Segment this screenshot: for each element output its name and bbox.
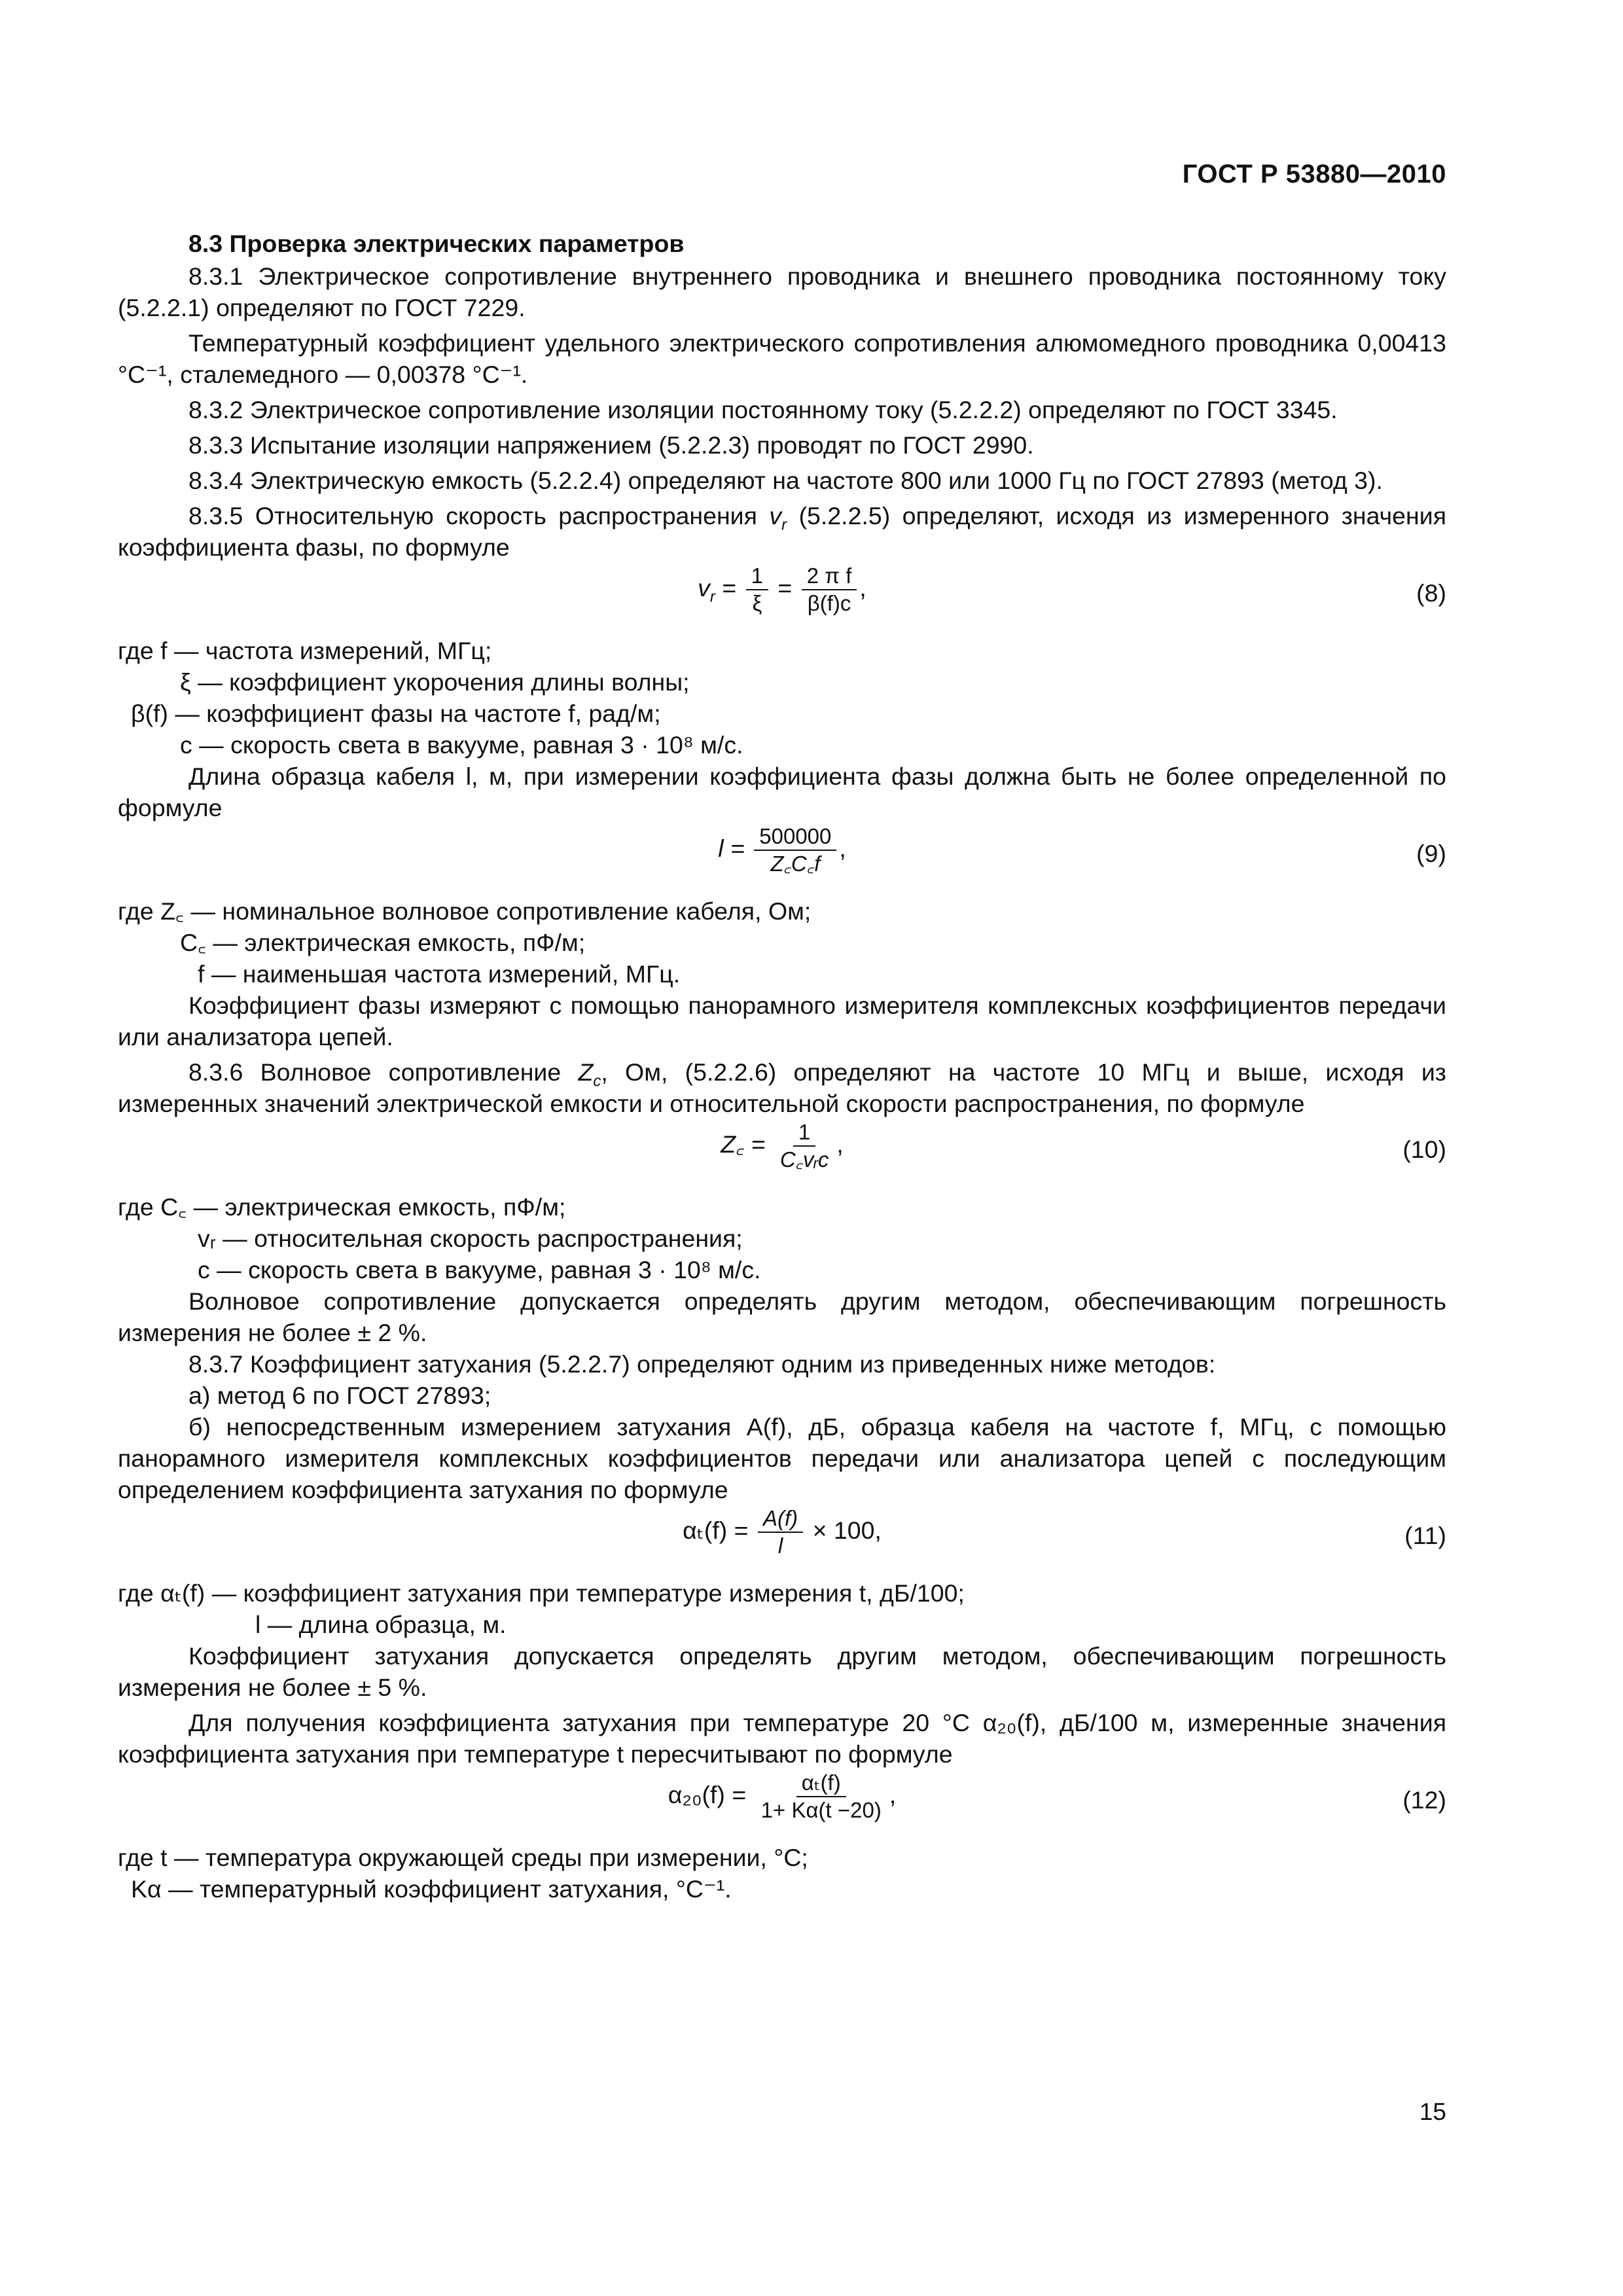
page-number: 15 xyxy=(1419,2098,1446,2125)
where-item: c — скорость света в вакууме, равная 3 · 10⁸ м/с. xyxy=(198,1256,761,1283)
eq-lhs: v xyxy=(698,573,710,601)
equation-number: (10) xyxy=(1402,1136,1446,1163)
where-item: C꜀ — электрическая емкость, пФ/м; xyxy=(180,929,586,956)
paragraph: 8.3.7 Коэффициент затухания (5.2.2.7) определяют одним из приведенных ниже методов: xyxy=(188,1350,1216,1378)
where-item: f — наименьшая частота измерений, МГц. xyxy=(198,960,681,988)
fraction xyxy=(746,563,768,617)
fraction-denominator xyxy=(765,851,825,877)
fraction-denominator: 1+ Kα(t −20) xyxy=(760,1798,882,1822)
fraction-numerator: 2 π f xyxy=(802,563,857,590)
fraction-numerator-text: A(f) xyxy=(762,1506,798,1530)
equation-8 xyxy=(118,563,1446,635)
eq-tail: , xyxy=(859,573,866,601)
fraction-numerator xyxy=(758,1505,803,1533)
paragraph: Длина образца кабеля l, м, при измерении коэффициента фазы должна быть не более определенной по формуле xyxy=(118,762,1446,821)
eq-tail: , xyxy=(889,1780,897,1808)
equation-number: (8) xyxy=(1416,579,1446,607)
where-item: ξ — коэффициент укорочения длины волны; xyxy=(180,668,690,696)
paragraph: 8.3.3 Испытание изоляции напряжением (5.2.2.3) проводят по ГОСТ 2990. xyxy=(188,431,1034,459)
where-item: β(f) — коэффициент фазы на частоте f, рад/м; xyxy=(131,700,661,727)
fraction xyxy=(775,1119,834,1173)
eq-tail: × 100, xyxy=(812,1516,882,1544)
paragraph: Для получения коэффициента затухания при температуре 20 °С α₂₀(f), дБ/100 м, измеренные значения коэффициента затухания при температуре t пересчитывают по формуле xyxy=(118,1709,1446,1768)
equation-body xyxy=(118,1119,1446,1173)
fraction-numerator: αₜ(f) xyxy=(796,1770,846,1797)
equation-10 xyxy=(118,1119,1446,1191)
equation-number: (12) xyxy=(1402,1786,1446,1814)
paragraph xyxy=(118,1056,1446,1119)
document-header: ГОСТ Р 53880—2010 xyxy=(1182,160,1446,188)
fraction-numerator: 1 xyxy=(793,1119,815,1147)
fraction xyxy=(758,1505,803,1559)
where-item: где f — частота измерений, МГц; xyxy=(118,637,492,664)
equation-number: (9) xyxy=(1416,840,1446,867)
equation-9 xyxy=(118,823,1446,895)
paragraph: Коэффициент затухания допускается определять другим методом, обеспечивающим погрешность измерения не более ± 5 %. xyxy=(118,1642,1446,1701)
equation-number: (11) xyxy=(1404,1522,1446,1549)
list-item: а) метод 6 по ГОСТ 27893; xyxy=(188,1382,491,1409)
fraction xyxy=(802,563,857,617)
eq-lhs: l = xyxy=(718,834,745,862)
section-title: 8.3 Проверка электрических параметров xyxy=(188,230,685,257)
where-item: vᵣ — относительная скорость распространения; xyxy=(198,1225,743,1252)
paragraph-part: , Ом, (5.2.2.6) определяют на частоте 10 МГц и выше, исходя из измеренных значений электрической емкости и относительной скорости распространения, по формуле xyxy=(118,1058,1446,1117)
eq-lhs: αₜ(f) = xyxy=(683,1516,749,1544)
document-body xyxy=(118,228,1446,1905)
eq-lhs-sub: r xyxy=(709,588,715,606)
where-item: c — скорость света в вакууме, равная 3 · 10⁸ м/с. xyxy=(180,731,743,759)
fraction-denominator-text: Z꜀C꜀f xyxy=(770,852,821,876)
where-item: Kα — температурный коэффициент затухания, °С⁻¹. xyxy=(131,1875,732,1903)
eq-lhs: α₂₀(f) = xyxy=(668,1780,747,1808)
where-item: где αₜ(f) — коэффициент затухания при температуре измерения t, дБ/100; xyxy=(118,1579,965,1607)
where-item: где C꜀ — электрическая емкость, пФ/м; xyxy=(118,1193,566,1221)
eq-lhs: Z꜀ = xyxy=(721,1130,766,1158)
paragraph-part: (5.2.2.5) определяют, исходя из измеренного значения коэффициента фазы, по формуле xyxy=(118,502,1446,561)
equation-12 xyxy=(118,1770,1446,1842)
symbol-vr: $v_r$ xyxy=(769,502,787,534)
where-item: где t — температура окружающей среды при измерении, °С; xyxy=(118,1844,808,1871)
paragraph xyxy=(118,500,1446,563)
fraction-denominator xyxy=(775,1147,834,1173)
fraction-denominator: ξ xyxy=(752,591,762,615)
equation-body xyxy=(118,1505,1446,1559)
fraction xyxy=(756,1770,887,1823)
fraction-denominator-text: C꜀vᵣc xyxy=(779,1147,829,1172)
paragraph: Волновое сопротивление допускается определять другим методом, обеспечивающим погрешность измерения не более ± 2 %. xyxy=(118,1287,1446,1346)
paragraph: 8.3.2 Электрическое сопротивление изоляции постоянному току (5.2.2.2) определяют по ГОСТ 3345. xyxy=(188,396,1338,423)
symbol-zc: $Z_c$ xyxy=(578,1058,601,1090)
paragraph: 8.3.4 Электрическую емкость (5.2.2.4) определяют на частоте 800 или 1000 Гц по ГОСТ 27893 (метод 3). xyxy=(188,467,1383,494)
fraction-denominator: β(f)c xyxy=(807,591,851,615)
paragraph-part: 8.3.5 Относительную скорость распространения xyxy=(188,502,757,529)
paragraph: Коэффициент фазы измеряют с помощью панорамного измерителя комплексных коэффициентов передачи или анализатора цепей. xyxy=(118,992,1446,1050)
list-item: б) непосредственным измерением затухания A(f), дБ, образца кабеля на частоте f, МГц, с помощью панорамного измерителя комплексных коэффициентов передачи или анализатора цепей с последующим определением коэффициента затухания по формуле xyxy=(118,1413,1446,1503)
paragraph: Температурный коэффициент удельного электрического сопротивления алюмомедного проводника 0,00413 °С⁻¹, сталемедного — 0,00378 °С⁻¹. xyxy=(118,329,1446,388)
paragraph-part: 8.3.6 Волновое сопротивление xyxy=(188,1058,562,1086)
eq-tail: , xyxy=(836,1130,844,1158)
where-item: l — длина образца, м. xyxy=(255,1611,507,1638)
fraction-numerator: 500000 xyxy=(754,823,836,851)
equation-11 xyxy=(118,1505,1446,1577)
fraction xyxy=(754,823,836,877)
equation-body xyxy=(118,1770,1446,1823)
fraction-numerator: 1 xyxy=(746,563,768,590)
eq-tail: , xyxy=(839,834,846,862)
fraction-denominator xyxy=(773,1533,788,1559)
where-item: где Z꜀ — номинальное волновое сопротивление кабеля, Ом; xyxy=(118,897,812,925)
paragraph: 8.3.1 Электрическое сопротивление внутреннего проводника и внешнего проводника постоянному току (5.2.2.1) определяют по ГОСТ 7229. xyxy=(118,262,1446,321)
fraction-denominator-text: l xyxy=(777,1534,783,1558)
equation-body: $v_r$ = $\frac{1}{\xi}$ = $\frac{\text{2 π f}}{\beta(f)c}$ , xyxy=(698,564,866,615)
equation-body xyxy=(118,823,1446,877)
